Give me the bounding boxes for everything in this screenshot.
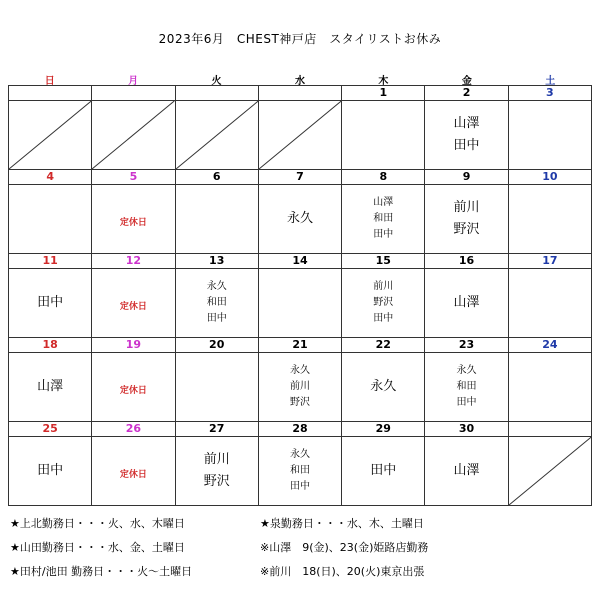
weekday-wed: 水 <box>294 76 305 87</box>
note-text: ※前川 18(日)、20(火)東京出張 <box>260 565 425 578</box>
stylist-name: 前川 <box>203 452 230 467</box>
day-number: 15 <box>342 254 425 269</box>
day-cell <box>9 353 92 422</box>
holiday-label: 定休日 <box>119 217 147 228</box>
week-number-row <box>9 422 592 437</box>
day-number: 28 <box>258 422 341 437</box>
holiday-label: 定休日 <box>119 385 147 396</box>
stylist-name: 永久 <box>206 281 227 292</box>
day-cell <box>258 269 341 338</box>
day-cell <box>92 269 175 338</box>
day-number: 30 <box>425 422 508 437</box>
day-number <box>508 422 591 437</box>
day-number: 21 <box>258 338 341 353</box>
day-cell <box>508 185 591 254</box>
holiday-label: 定休日 <box>119 301 147 312</box>
weekday-sat: 土 <box>545 76 556 87</box>
day-cell <box>425 101 508 170</box>
day-number <box>9 86 92 101</box>
day-cell <box>258 101 341 170</box>
note-text: ★上北勤務日・・・火、水、木曜日 <box>10 517 185 530</box>
stylist-name: 野沢 <box>373 297 394 308</box>
week-number-row <box>9 86 592 101</box>
day-cell <box>425 269 508 338</box>
day-number: 26 <box>92 422 175 437</box>
day-number: 24 <box>508 338 591 353</box>
note-text: ※山澤 9(金)、23(金)姫路店勤務 <box>260 541 429 554</box>
day-number: 4 <box>9 170 92 185</box>
day-cell <box>508 353 591 422</box>
day-number: 6 <box>175 170 258 185</box>
stylist-name: 永久 <box>286 211 313 226</box>
day-number: 3 <box>508 86 591 101</box>
weekday-header <box>8 72 592 86</box>
day-number: 2 <box>425 86 508 101</box>
day-number: 7 <box>258 170 341 185</box>
page-title: 2023年6月 CHEST神戸店 スタイリストお休み <box>158 32 442 46</box>
stylist-name: 前川 <box>373 281 394 292</box>
day-cell <box>9 269 92 338</box>
weekday-tue: 火 <box>211 76 222 87</box>
day-cell <box>92 101 175 170</box>
stylist-name: 山澤 <box>453 295 480 310</box>
day-number: 27 <box>175 422 258 437</box>
stylist-name: 永久 <box>456 365 477 376</box>
stylist-name: 永久 <box>289 365 310 376</box>
stylist-name: 和田 <box>289 465 310 476</box>
stylist-name: 和田 <box>373 213 394 224</box>
day-cell <box>342 269 425 338</box>
day-cell <box>342 185 425 254</box>
empty-day-slash <box>509 437 591 505</box>
note-text: ★山田勤務日・・・水、金、土曜日 <box>10 541 185 554</box>
day-cell <box>425 437 508 506</box>
weekday-mon: 月 <box>128 76 139 87</box>
day-cell <box>508 437 591 506</box>
day-cell <box>175 101 258 170</box>
note-row <box>10 564 590 588</box>
day-cell <box>342 101 425 170</box>
day-cell <box>175 185 258 254</box>
day-number: 1 <box>342 86 425 101</box>
day-number: 25 <box>9 422 92 437</box>
day-cell <box>258 353 341 422</box>
stylist-name: 山澤 <box>37 379 64 394</box>
day-number: 14 <box>258 254 341 269</box>
week-number-row <box>9 254 592 269</box>
week-body-row <box>9 353 592 422</box>
day-number: 29 <box>342 422 425 437</box>
day-cell <box>342 437 425 506</box>
day-cell <box>425 185 508 254</box>
day-cell <box>92 185 175 254</box>
week-number-row <box>9 170 592 185</box>
day-number: 19 <box>92 338 175 353</box>
note-row <box>10 540 590 564</box>
weekday-thu: 木 <box>378 76 389 87</box>
stylist-name: 山澤 <box>453 463 480 478</box>
day-cell <box>508 101 591 170</box>
stylist-name: 田中 <box>370 463 397 478</box>
empty-day-slash <box>92 101 174 169</box>
day-cell <box>9 185 92 254</box>
note-row <box>10 516 590 540</box>
day-cell <box>258 185 341 254</box>
note-text: ★田村/池田 勤務日・・・火〜土曜日 <box>10 565 193 578</box>
day-cell <box>175 437 258 506</box>
day-number <box>258 86 341 101</box>
day-cell <box>9 437 92 506</box>
stylist-name: 田中 <box>373 229 394 240</box>
week-body-row <box>9 185 592 254</box>
stylist-name: 永久 <box>289 449 310 460</box>
week-body-row <box>9 269 592 338</box>
stylist-name: 永久 <box>370 379 397 394</box>
holiday-label: 定休日 <box>119 469 147 480</box>
day-cell <box>9 101 92 170</box>
day-number: 16 <box>425 254 508 269</box>
week-number-row <box>9 338 592 353</box>
stylist-name: 田中 <box>206 313 227 324</box>
weekday-fri: 金 <box>461 76 472 87</box>
stylist-name: 田中 <box>453 138 480 153</box>
day-number: 23 <box>425 338 508 353</box>
stylist-name: 田中 <box>373 313 394 324</box>
stylist-name: 和田 <box>456 381 477 392</box>
day-number: 5 <box>92 170 175 185</box>
day-number: 17 <box>508 254 591 269</box>
stylist-name: 田中 <box>456 397 477 408</box>
stylist-name: 前川 <box>453 200 480 215</box>
day-cell <box>508 269 591 338</box>
day-number: 18 <box>9 338 92 353</box>
weekday-sun: 日 <box>44 76 55 87</box>
stylist-name: 前川 <box>289 381 310 392</box>
day-number <box>92 86 175 101</box>
day-cell <box>92 353 175 422</box>
day-cell <box>258 437 341 506</box>
day-number: 22 <box>342 338 425 353</box>
day-cell <box>342 353 425 422</box>
week-body-row <box>9 101 592 170</box>
day-number: 9 <box>425 170 508 185</box>
day-number: 11 <box>9 254 92 269</box>
stylist-name: 田中 <box>37 295 64 310</box>
day-cell <box>175 269 258 338</box>
stylist-name: 野沢 <box>203 474 230 489</box>
stylist-name: 野沢 <box>289 397 310 408</box>
stylist-name: 田中 <box>37 463 64 478</box>
empty-day-slash <box>9 101 91 169</box>
note-text: ★泉勤務日・・・水、木、土曜日 <box>260 517 424 530</box>
stylist-name: 野沢 <box>453 222 480 237</box>
stylist-name: 山澤 <box>373 197 394 208</box>
day-number <box>175 86 258 101</box>
empty-day-slash <box>176 101 258 169</box>
day-cell <box>175 353 258 422</box>
stylist-name: 和田 <box>206 297 227 308</box>
calendar-grid <box>8 85 592 506</box>
day-number: 12 <box>92 254 175 269</box>
notes <box>10 516 590 588</box>
day-cell <box>425 353 508 422</box>
empty-day-slash <box>259 101 341 169</box>
day-number: 8 <box>342 170 425 185</box>
day-number: 10 <box>508 170 591 185</box>
day-number: 13 <box>175 254 258 269</box>
stylist-name: 山澤 <box>453 116 480 131</box>
day-number: 20 <box>175 338 258 353</box>
week-body-row <box>9 437 592 506</box>
day-cell <box>92 437 175 506</box>
stylist-name: 田中 <box>289 481 310 492</box>
